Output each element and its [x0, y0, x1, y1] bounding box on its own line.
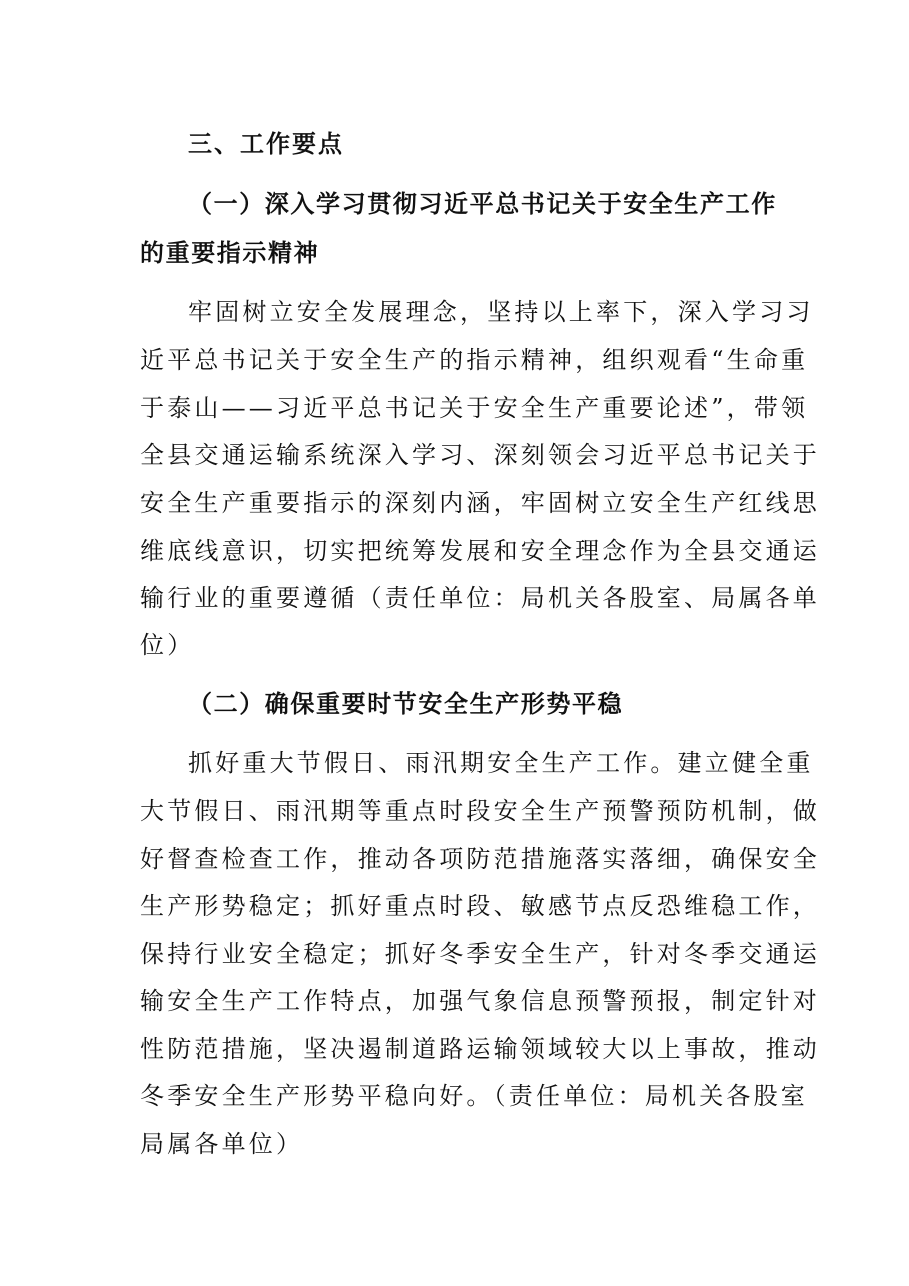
paragraph-2-line: 性防范措施，坚决遏制道路运输领域较大以上事故，推动 [140, 1035, 820, 1063]
section-heading: 三、工作要点 [188, 129, 344, 158]
paragraph-2-line: 冬季安全生产形势平稳向好。（责任单位：局机关各股室 [140, 1082, 808, 1110]
subsection-2-title: （二）确保重要时节安全生产形势平稳 [188, 689, 624, 718]
subsection-1-title-line-2: 的重要指示精神 [140, 238, 320, 267]
paragraph-2-line: 大节假日、雨汛期等重点时段安全生产预警预防机制，做 [140, 797, 820, 825]
paragraph-2-line: 好督查检查工作，推动各项防范措施落实落细，确保安全 [140, 845, 820, 873]
paragraph-2-line: 局属各单位） [140, 1130, 304, 1158]
paragraph-1-line: 全县交通运输系统深入学习、深刻领会习近平总书记关于 [140, 441, 820, 469]
subsection-1-title-line-1: （一）深入学习贯彻习近平总书记关于安全生产工作 [188, 189, 777, 218]
paragraph-2-line: 抓好重大节假日、雨汛期安全生产工作。建立健全重 [188, 749, 814, 777]
paragraph-1-line: 维底线意识，切实把统筹发展和安全理念作为全县交通运 [140, 537, 820, 565]
paragraph-2-line: 保持行业安全稳定；抓好冬季安全生产，针对冬季交通运 [140, 940, 820, 968]
paragraph-1-line: 近平总书记关于安全生产的指示精神，组织观看“生命重 [140, 346, 809, 374]
paragraph-1-line: 于泰山——习近平总书记关于安全生产重要论述”，带领 [140, 394, 809, 422]
paragraph-1-line: 牢固树立安全发展理念，坚持以上率下，深入学习习 [188, 298, 814, 326]
paragraph-2-line: 输安全生产工作特点，加强气象信息预警预报，制定针对 [140, 987, 820, 1015]
paragraph-2-line: 生产形势稳定；抓好重点时段、敏感节点反恐维稳工作， [140, 892, 820, 920]
paragraph-1-line: 位） [140, 631, 195, 659]
paragraph-1-line: 安全生产重要指示的深刻内涵，牢固树立安全生产红线思 [140, 489, 820, 517]
paragraph-1-line: 输行业的重要遵循（责任单位：局机关各股室、局属各单 [140, 584, 820, 612]
